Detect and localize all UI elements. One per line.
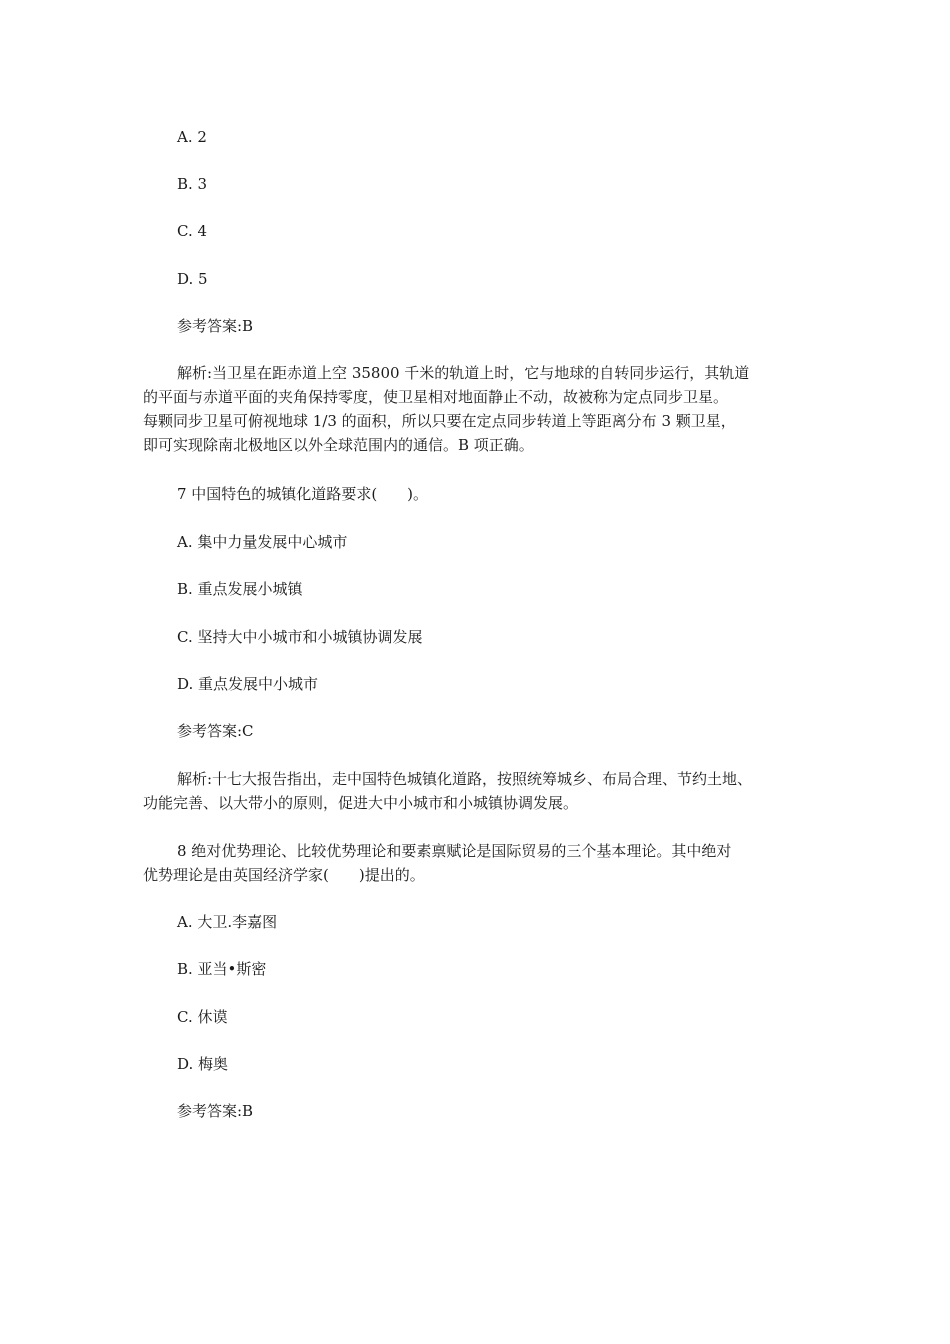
q8-option-b: B. 亚当•斯密	[177, 960, 267, 978]
q6-analysis-line-2: 的平面与赤道平面的夹角保持零度，使卫星相对地面静止不动，故被称为定点同步卫星。	[143, 388, 729, 406]
q6-analysis-line-3: 每颗同步卫星可俯视地球 1/3 的面积，所以只要在定点同步转道上等距离分布 3 颗卫星，	[143, 412, 736, 430]
q6-option-c: C. 4	[177, 222, 208, 240]
q6-answer: 参考答案:B	[177, 317, 254, 335]
q6-analysis-line-4: 即可实现除南北极地区以外全球范围内的通信。B 项正确。	[143, 436, 534, 454]
q8-option-a: A. 大卫.李嘉图	[177, 913, 278, 931]
q8-question-line-2: 优势理论是由英国经济学家( )提出的。	[143, 866, 425, 884]
q8-option-c: C. 休谟	[177, 1008, 228, 1026]
q6-option-b: B. 3	[177, 175, 208, 193]
q7-question: 7 中国特色的城镇化道路要求( )。	[177, 485, 429, 503]
q7-answer: 参考答案:C	[177, 722, 254, 740]
q7-option-c: C. 坚持大中小城市和小城镇协调发展	[177, 628, 423, 646]
q8-answer: 参考答案:B	[177, 1102, 254, 1120]
q7-analysis-line-2: 功能完善、以大带小的原则，促进大中小城市和小城镇协调发展。	[143, 794, 579, 812]
q7-analysis-line-1: 解析:十七大报告指出，走中国特色城镇化道路，按照统筹城乡、布局合理、节约土地、	[177, 770, 753, 788]
q6-option-a: A. 2	[177, 128, 207, 146]
q6-option-d: D. 5	[177, 270, 208, 288]
q8-option-d: D. 梅奥	[177, 1055, 229, 1073]
q8-question-line-1: 8 绝对优势理论、比较优势理论和要素禀赋论是国际贸易的三个基本理论。其中绝对	[177, 842, 732, 860]
q7-option-a: A. 集中力量发展中心城市	[177, 533, 348, 551]
q7-option-b: B. 重点发展小城镇	[177, 580, 303, 598]
q6-analysis-line-1: 解析:当卫星在距赤道上空 35800 千米的轨道上时，它与地球的自转同步运行，其轨道	[177, 364, 750, 382]
q7-option-d: D. 重点发展中小城市	[177, 675, 319, 693]
